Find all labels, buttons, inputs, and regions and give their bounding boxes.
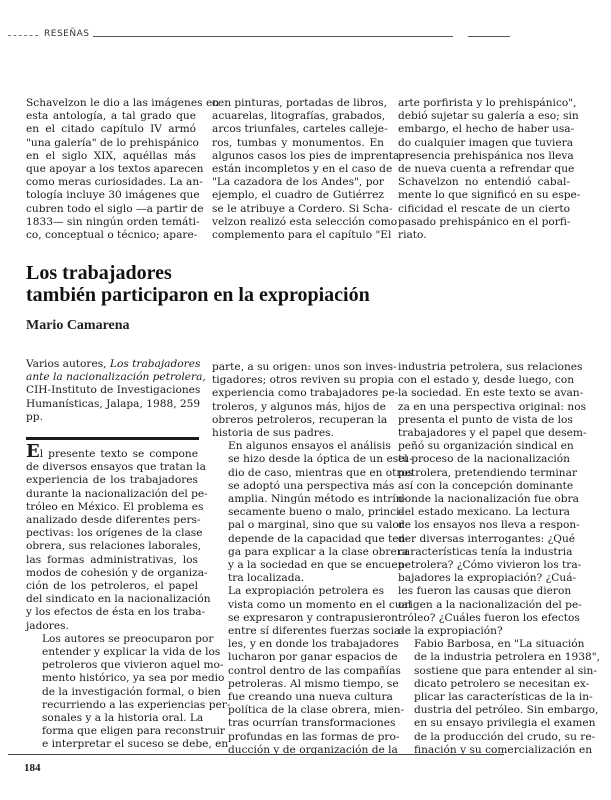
continued-column-1	[26, 97, 220, 242]
text-line: peñó su organización sindical en	[398, 440, 574, 453]
text-line: petrolera, pretendiendo terminar	[398, 466, 578, 479]
text-line: ducción y de organización de la	[228, 743, 398, 756]
text-line: les, y en donde los trabajadores	[228, 638, 399, 651]
text-line: riato.	[398, 229, 427, 242]
text-line: recurriendo a las experiencias per-	[42, 698, 231, 711]
text-line: se hizo desde la óptica de un estu-	[228, 453, 413, 466]
text-line: jadores.	[26, 619, 69, 632]
text-line: trabajadores y el papel que desem-	[398, 427, 587, 440]
text-line: y a la sociedad en que se encuen-	[228, 559, 409, 572]
text-line: arcos triunfales, carteles calleje-	[212, 123, 388, 136]
title-line-1: Los trabajadores	[26, 262, 172, 284]
text-line: e interpretar el suceso se debe, en	[42, 738, 229, 751]
text-line: embargo, el hecho de haber usa-	[398, 123, 575, 136]
text-line: do cualquier imagen que tuviera	[398, 136, 574, 149]
text-line: analizado desde diferentes pers-	[26, 514, 201, 527]
text-line: pasado prehispánico en el porfi-	[398, 215, 571, 228]
text-line: dio de caso, mientras que en otros	[228, 466, 414, 479]
text-line: entre sí diferentes fuerzas socia-	[228, 625, 404, 638]
text-line: política de la clase obrera, mien-	[228, 704, 405, 717]
text-line: forma que eligen para reconstruir	[42, 725, 225, 738]
paragraph	[212, 585, 412, 757]
text-line: lucharon por ganar espacios de	[228, 651, 398, 664]
text-line: sostiene que para entender al sin-	[414, 664, 597, 677]
text-line: tra localizada.	[228, 572, 305, 585]
text-line: pal o marginal, sino que su valor	[228, 519, 404, 532]
text-line: co, conceptual o técnico; apare-	[26, 229, 198, 242]
text-line: origen a la nacionalización del pe-	[398, 598, 582, 611]
article-column-2	[212, 361, 414, 757]
bibliographic-reference	[26, 358, 206, 424]
text-line: experiencia como trabajadores pe-	[212, 387, 399, 400]
text-line: ga para explicar a la clase obrera	[228, 545, 409, 558]
text-line: tras ocurrían transformaciones	[228, 717, 396, 730]
text-line: se adoptó una perspectiva más	[228, 479, 395, 492]
text-line: debió sujetar su galería a eso; sin	[398, 110, 579, 123]
text-line: del estado mexicano. La lectura	[398, 506, 570, 519]
text-line: mento histórico, ya sea por medio	[42, 672, 225, 685]
text-line: petroleras. Al mismo tiempo, se	[228, 677, 399, 690]
text-line: pectivas: los orígenes de la clase	[26, 527, 203, 540]
text-line: modos de cohesión y de organiza-	[26, 566, 208, 579]
text-line: Schavelzon no entendió cabal-	[398, 176, 570, 189]
paragraph	[212, 361, 399, 440]
text-line: complemento para el capítulo "El	[212, 229, 392, 242]
text-line: tigadores; otros reviven su propia	[212, 374, 394, 387]
text-line: El presente texto se compone	[26, 441, 198, 462]
biblio-line-5: pp.	[26, 410, 43, 423]
text-line: petroleros que vivieron aquel mo-	[42, 659, 224, 672]
text-line: mente lo que significó en su espe-	[398, 189, 581, 202]
continued-column-2	[212, 97, 400, 242]
paragraph	[398, 638, 600, 757]
text-line: en el citado capítulo IV armó	[26, 123, 196, 136]
text-line: Los autores se preocuparon por	[42, 632, 214, 645]
text-line: las formas administrativas, los	[26, 553, 198, 566]
continued-column-3	[398, 97, 581, 242]
text-line: de la industria petrolera en 1938",	[414, 651, 600, 664]
paragraph	[212, 440, 414, 585]
section-label: RESEÑAS	[44, 29, 90, 39]
article-author: Mario Camarena	[26, 318, 130, 333]
text-line: de la expropiación?	[398, 625, 503, 638]
text-line: experiencia de los trabajadores	[26, 474, 198, 487]
text-line: troleros, y algunos más, hijos de	[212, 400, 386, 413]
text-line: presenta el punto de vista de los	[398, 413, 573, 426]
text-line: cubren todo el siglo —a partir de	[26, 202, 204, 215]
text-line: entender y explicar la vida de los	[42, 646, 221, 659]
text-line: sonales y a la historia oral. La	[42, 712, 204, 725]
text-line: cen pinturas, portadas de libros,	[212, 97, 387, 109]
text-line: depende de la capacidad que ten-	[228, 532, 409, 545]
paragraph	[26, 632, 231, 752]
text-line: que apoyar a los textos aparecen	[26, 163, 204, 176]
text-line: velzon realizó esta selección como	[212, 215, 398, 228]
article-column-3	[398, 361, 600, 757]
text-line: finación y su comercialización en	[414, 743, 593, 756]
text-line: tróleo? ¿Cuáles fueron los efectos	[398, 611, 580, 624]
text-line: historia de sus padres.	[212, 427, 334, 440]
text-line: la sociedad. En este texto se avan-	[398, 387, 584, 400]
text-line: durante la nacionalización del pe-	[26, 487, 208, 500]
text-line: plicar las características de la in-	[414, 691, 593, 704]
text-line: del sindicato en la nacionalización	[26, 593, 211, 606]
text-line: y los efectos de ésta en los traba-	[26, 606, 206, 619]
article-column-1	[26, 441, 231, 752]
text-line: están incompletos y en el caso de	[212, 163, 393, 176]
text-line: der diversas interrogantes: ¿Qué	[398, 532, 576, 545]
text-line: Schavelzon le dio a las imágenes en	[26, 97, 220, 109]
text-line: tróleo en México. El problema es	[26, 500, 204, 513]
text-line: En algunos ensayos el análisis	[228, 440, 391, 453]
drop-cap: E	[26, 441, 40, 462]
text-line: de los ensayos nos lleva a respon-	[398, 519, 580, 532]
text-line: fue creando una nueva cultura	[228, 691, 393, 704]
text-line: industria petrolera, sus relaciones	[398, 361, 583, 373]
header-rule	[93, 36, 453, 37]
text-line: se le atribuye a Cordero. Si Scha-	[212, 202, 393, 215]
text-line: el proceso de la nacionalización	[398, 453, 570, 466]
text-line: "La cazadora de los Andes", por	[212, 176, 384, 189]
text-line: presencia prehispánica nos lleva	[398, 149, 574, 162]
text-line: como meras curiosidades. La an-	[26, 176, 203, 189]
text-line: ejemplo, el cuadro de Gutiérrez	[212, 189, 384, 202]
running-header	[8, 30, 503, 42]
text-line: secamente bueno o malo, princi-	[228, 506, 403, 519]
text-line: se expresaron y contrapusieron	[228, 611, 398, 624]
text-line: en el siglo XIX, aquéllas más	[26, 149, 196, 162]
text-line: za en una perspectiva original: nos	[398, 400, 587, 413]
text-line: "una galería" de lo prehispánico	[26, 136, 199, 149]
text-line: dicato petrolero se necesitan ex-	[414, 677, 590, 690]
text-line: características tenía la industria	[398, 545, 573, 558]
text-line: de diversos ensayos que tratan la	[26, 461, 206, 474]
header-rule-end	[468, 36, 510, 37]
text-line: ros, tumbas y monumentos. En	[212, 136, 384, 149]
text-line: bajadores la expropiación? ¿Cuá-	[398, 572, 577, 585]
text-line: con el estado y, desde luego, con	[398, 374, 575, 387]
text-line: Fabio Barbosa, en "La situación	[414, 638, 585, 651]
text-line: profundas en las formas de pro-	[228, 730, 400, 743]
text-line: de la producción del crudo, su re-	[414, 730, 596, 743]
text-line: amplia. Ningún método es intrín-	[228, 493, 407, 506]
title-line-2: también participaron en la expropiación	[26, 284, 370, 306]
biblio-line-2: ante la nacionalización petrolera,	[26, 371, 206, 384]
page-number: 184	[24, 762, 41, 774]
text-line: de la investigación formal, o bien	[42, 685, 221, 698]
article-title	[26, 262, 370, 306]
text-line: algunos casos los pies de imprenta	[212, 149, 400, 162]
text-line: en su ensayo privilegia el examen	[414, 717, 596, 730]
text-line: les fueron las causas que dieron	[398, 585, 572, 598]
text-line: de nueva cuenta a refrendar que	[398, 163, 575, 176]
footer-rule	[8, 754, 504, 755]
text-line: esta antología, a tal grado que	[26, 110, 196, 123]
header-dashes	[8, 35, 38, 36]
text-line: ción de los petroleros, el papel	[26, 580, 198, 593]
text-line: arte porfirista y lo prehispánico",	[398, 97, 577, 109]
text-line: acuarelas, litografías, grabados,	[212, 110, 386, 123]
text-line: tología incluye 30 imágenes que	[26, 189, 200, 202]
text-line: obrera, sus relaciones laborales,	[26, 540, 202, 553]
biblio-line-3: CIH-Instituto de Investigaciones	[26, 384, 201, 397]
text-line: dustria del petróleo. Sin embargo,	[414, 704, 599, 717]
text-line: La expropiación petrolera es	[228, 585, 384, 598]
paragraph	[26, 441, 211, 633]
text-line: control dentro de las compañías	[228, 664, 401, 677]
text-line: donde la nacionalización fue obra	[398, 493, 579, 506]
book-title: Los trabajadores	[109, 358, 201, 370]
biblio-line-4: Humanísticas, Jalapa, 1988, 259	[26, 397, 201, 410]
text-line: parte, a su origen: unos son inves-	[212, 361, 397, 373]
paragraph	[398, 361, 587, 638]
text-line: obreros petroleros, recuperan la	[212, 413, 388, 426]
text-line: 1833— sin ningún orden temáti-	[26, 215, 200, 228]
biblio-divider	[26, 437, 199, 440]
text-line: así con la concepción dominante	[398, 479, 574, 492]
text-line: cificidad el rescate de un cierto	[398, 202, 570, 215]
text-line: petrolera? ¿Cómo vivieron los tra-	[398, 559, 582, 572]
biblio-line-1: Varios autores, Los trabajadores	[26, 358, 201, 370]
text-line: vista como un momento en el cual	[228, 598, 412, 611]
